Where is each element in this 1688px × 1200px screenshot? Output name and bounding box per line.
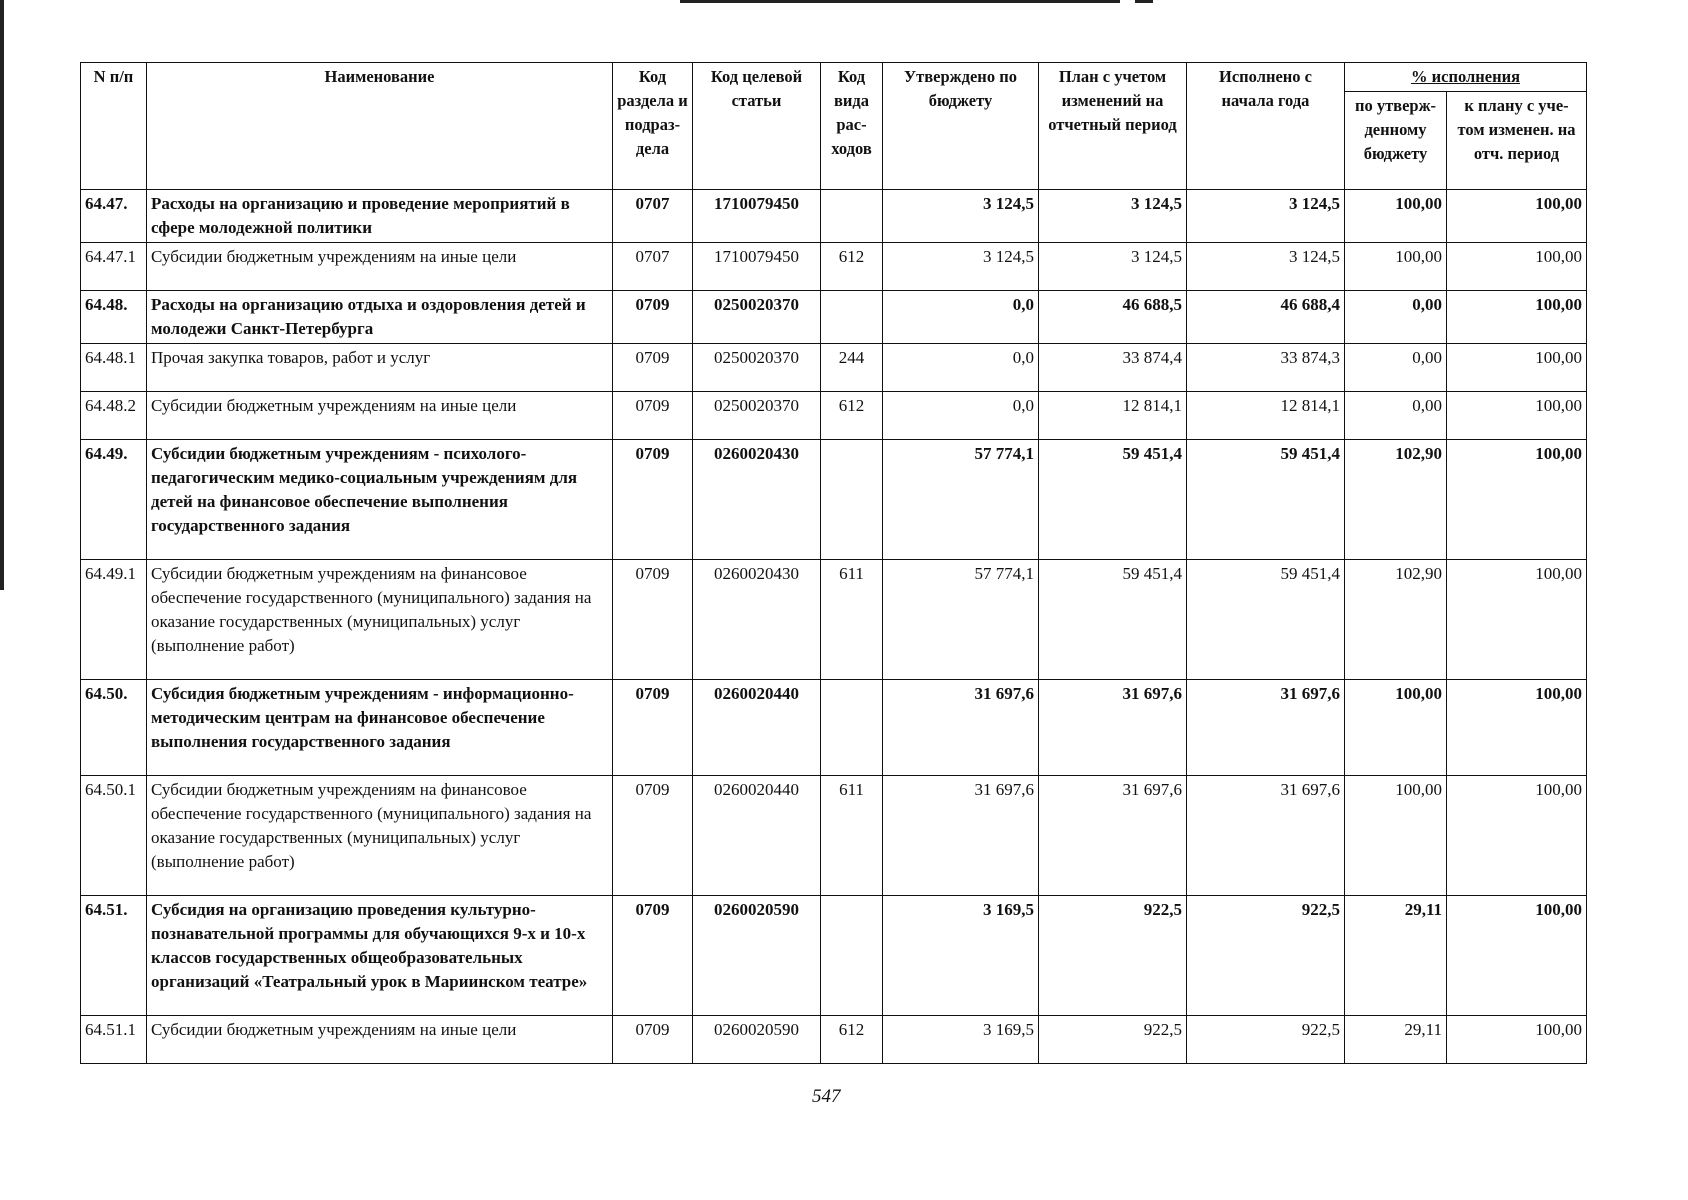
row-pct-plan: 100,00: [1447, 190, 1587, 243]
row-num: 64.48.2: [81, 392, 147, 440]
row-pct-plan: 100,00: [1447, 776, 1587, 896]
row-executed: 12 814,1: [1187, 392, 1345, 440]
row-plan: 46 688,5: [1039, 291, 1187, 344]
row-executed: 59 451,4: [1187, 440, 1345, 560]
row-approved: 0,0: [883, 344, 1039, 392]
row-approved: 0,0: [883, 392, 1039, 440]
table-row: [81, 560, 1587, 680]
row-target: 0260020430: [693, 440, 821, 560]
header-section-code: Код раздела и подраз-дела: [613, 63, 693, 190]
row-pct-budget: 100,00: [1345, 190, 1447, 243]
row-executed: 31 697,6: [1187, 680, 1345, 776]
row-plan: 31 697,6: [1039, 776, 1187, 896]
row-section: 0709: [613, 440, 693, 560]
row-plan: 3 124,5: [1039, 243, 1187, 291]
row-num: 64.50.1: [81, 776, 147, 896]
row-name: Субсидия на организацию проведения культурно-познавательной программы для обучающихся 9-х и 10-х классов государственных общеобразовательных организаций «Театральный урок в Мариинском театре»: [147, 896, 613, 1016]
table-row: [81, 291, 1587, 344]
header-pct-plan: к плану с уче-том изменен. на отч. период: [1447, 92, 1587, 190]
row-kind: 611: [821, 776, 883, 896]
row-pct-budget: 102,90: [1345, 440, 1447, 560]
row-section: 0709: [613, 560, 693, 680]
row-plan: 33 874,4: [1039, 344, 1187, 392]
row-approved: 0,0: [883, 291, 1039, 344]
row-section: 0707: [613, 190, 693, 243]
row-target: 0250020370: [693, 291, 821, 344]
row-name: Расходы на организацию отдыха и оздоровления детей и молодежи Санкт-Петербурга: [147, 291, 613, 344]
row-name: Субсидии бюджетным учреждениям на финансовое обеспечение государственного (муниципального) задания на оказание государственных (муниципальных) услуг (выполнение работ): [147, 560, 613, 680]
header-name: Наименование: [147, 63, 613, 190]
header-pct-budget: по утверж-денному бюджету: [1345, 92, 1447, 190]
row-name: Субсидии бюджетным учреждениям на иные цели: [147, 392, 613, 440]
header-pct-group: % исполнения: [1345, 63, 1587, 92]
row-target: 0250020370: [693, 344, 821, 392]
row-name: Субсидии бюджетным учреждениям на иные цели: [147, 1016, 613, 1064]
header-approved: Утверждено по бюджету: [883, 63, 1039, 190]
row-approved: 57 774,1: [883, 560, 1039, 680]
row-num: 64.51.: [81, 896, 147, 1016]
row-pct-plan: 100,00: [1447, 392, 1587, 440]
row-section: 0709: [613, 680, 693, 776]
table-row: [81, 896, 1587, 1016]
scan-artifact-top-small: [1135, 0, 1153, 3]
row-kind: 244: [821, 344, 883, 392]
row-executed: 3 124,5: [1187, 243, 1345, 291]
row-section: 0709: [613, 776, 693, 896]
row-executed: 46 688,4: [1187, 291, 1345, 344]
table-row: [81, 243, 1587, 291]
row-pct-plan: 100,00: [1447, 291, 1587, 344]
row-num: 64.49.: [81, 440, 147, 560]
row-pct-budget: 100,00: [1345, 776, 1447, 896]
row-target: 0260020440: [693, 776, 821, 896]
row-kind: 612: [821, 1016, 883, 1064]
row-pct-plan: 100,00: [1447, 344, 1587, 392]
row-pct-budget: 29,11: [1345, 896, 1447, 1016]
row-kind: [821, 291, 883, 344]
budget-execution-table: [80, 62, 1587, 1064]
row-pct-plan: 100,00: [1447, 680, 1587, 776]
row-section: 0709: [613, 344, 693, 392]
row-plan: 922,5: [1039, 1016, 1187, 1064]
row-plan: 31 697,6: [1039, 680, 1187, 776]
row-kind: [821, 440, 883, 560]
row-section: 0709: [613, 1016, 693, 1064]
row-target: 0260020590: [693, 896, 821, 1016]
row-pct-budget: 100,00: [1345, 243, 1447, 291]
row-executed: 922,5: [1187, 1016, 1345, 1064]
table-row: [81, 344, 1587, 392]
header-num: N п/п: [81, 63, 147, 190]
row-kind: [821, 190, 883, 243]
row-num: 64.48.1: [81, 344, 147, 392]
row-pct-budget: 0,00: [1345, 344, 1447, 392]
row-num: 64.47.1: [81, 243, 147, 291]
row-num: 64.49.1: [81, 560, 147, 680]
row-kind: 612: [821, 392, 883, 440]
row-kind: [821, 896, 883, 1016]
row-num: 64.51.1: [81, 1016, 147, 1064]
row-num: 64.47.: [81, 190, 147, 243]
row-pct-budget: 100,00: [1345, 680, 1447, 776]
row-target: 0250020370: [693, 392, 821, 440]
row-name: Субсидии бюджетным учреждениям - психолого-педагогическим медико-социальным учреждениям для детей на финансовое обеспечение выполнения государственного задания: [147, 440, 613, 560]
row-approved: 31 697,6: [883, 680, 1039, 776]
row-pct-plan: 100,00: [1447, 243, 1587, 291]
row-target: 0260020590: [693, 1016, 821, 1064]
row-executed: 3 124,5: [1187, 190, 1345, 243]
table-row: [81, 190, 1587, 243]
row-executed: 33 874,3: [1187, 344, 1345, 392]
row-approved: 31 697,6: [883, 776, 1039, 896]
row-section: 0709: [613, 291, 693, 344]
row-approved: 3 169,5: [883, 1016, 1039, 1064]
row-approved: 3 169,5: [883, 896, 1039, 1016]
row-kind: 612: [821, 243, 883, 291]
table-header: [81, 63, 1587, 190]
row-pct-plan: 100,00: [1447, 1016, 1587, 1064]
row-kind: [821, 680, 883, 776]
row-section: 0707: [613, 243, 693, 291]
row-num: 64.50.: [81, 680, 147, 776]
scan-artifact-left: [0, 0, 4, 590]
row-section: 0709: [613, 896, 693, 1016]
row-plan: 59 451,4: [1039, 560, 1187, 680]
header-executed: Исполнено с начала года: [1187, 63, 1345, 190]
row-section: 0709: [613, 392, 693, 440]
row-plan: 922,5: [1039, 896, 1187, 1016]
table-row: [81, 392, 1587, 440]
row-approved: 3 124,5: [883, 190, 1039, 243]
header-expense-code: Код вида рас-ходов: [821, 63, 883, 190]
table-row: [81, 1016, 1587, 1064]
row-pct-budget: 29,11: [1345, 1016, 1447, 1064]
row-executed: 922,5: [1187, 896, 1345, 1016]
row-pct-plan: 100,00: [1447, 440, 1587, 560]
row-name: Субсидии бюджетным учреждениям на финансовое обеспечение государственного (муниципального) задания на оказание государственных (муниципальных) услуг (выполнение работ): [147, 776, 613, 896]
row-pct-budget: 0,00: [1345, 392, 1447, 440]
row-approved: 57 774,1: [883, 440, 1039, 560]
row-name: Субсидия бюджетным учреждениям - информационно-методическим центрам на финансовое обеспечение выполнения государственного задания: [147, 680, 613, 776]
row-name: Прочая закупка товаров, работ и услуг: [147, 344, 613, 392]
row-executed: 59 451,4: [1187, 560, 1345, 680]
row-plan: 59 451,4: [1039, 440, 1187, 560]
table-row: [81, 680, 1587, 776]
row-name: Субсидии бюджетным учреждениям на иные цели: [147, 243, 613, 291]
page-number: 547: [812, 1086, 841, 1107]
table-row: [81, 776, 1587, 896]
row-approved: 3 124,5: [883, 243, 1039, 291]
row-pct-budget: 102,90: [1345, 560, 1447, 680]
row-target: 0260020440: [693, 680, 821, 776]
row-pct-budget: 0,00: [1345, 291, 1447, 344]
header-target-code: Код целевой статьи: [693, 63, 821, 190]
scan-artifact-top: [680, 0, 1120, 3]
row-target: 1710079450: [693, 190, 821, 243]
row-kind: 611: [821, 560, 883, 680]
row-num: 64.48.: [81, 291, 147, 344]
row-name: Расходы на организацию и проведение мероприятий в сфере молодежной политики: [147, 190, 613, 243]
header-plan: План с учетом изменений на отчетный период: [1039, 63, 1187, 190]
row-executed: 31 697,6: [1187, 776, 1345, 896]
row-pct-plan: 100,00: [1447, 896, 1587, 1016]
row-target: 1710079450: [693, 243, 821, 291]
row-target: 0260020430: [693, 560, 821, 680]
table-row: [81, 440, 1587, 560]
row-pct-plan: 100,00: [1447, 560, 1587, 680]
row-plan: 12 814,1: [1039, 392, 1187, 440]
row-plan: 3 124,5: [1039, 190, 1187, 243]
